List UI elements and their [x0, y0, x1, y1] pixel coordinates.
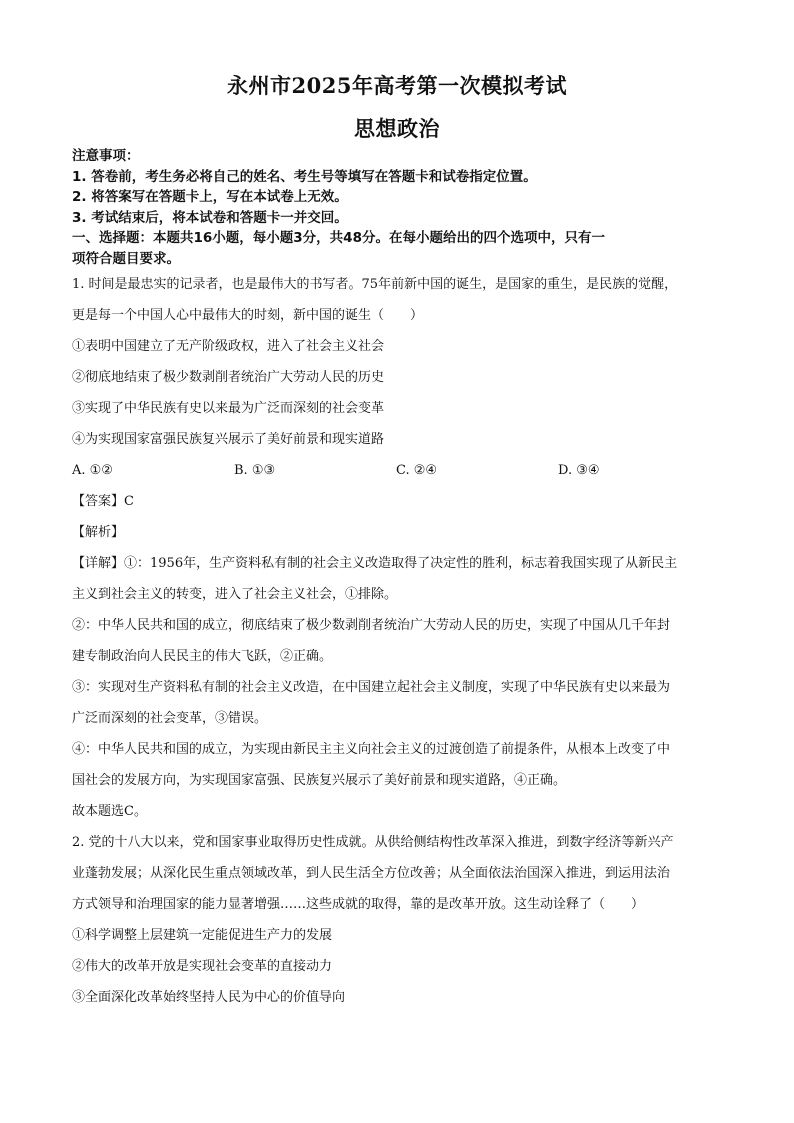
q1-conclusion: 故本题选C。 — [72, 804, 147, 819]
notice-item-2: 2. 将答案写在答题卡上，写在本试卷上无效。 — [72, 189, 348, 205]
q2-stem-line1: 2. 党的十八大以来，党和国家事业取得历史性成就。从供给侧结构性改革深入推进，到数字经济等新兴产 — [72, 835, 674, 850]
notice-heading: 注意事项： — [72, 148, 140, 164]
q1-analysis-tag: 【解析】 — [72, 525, 125, 540]
answer-tag: 【答案】 — [72, 494, 125, 509]
section-instruction-line2: 项符合题目要求。 — [72, 250, 180, 267]
q1-statement-3: ③实现了中华民族有史以来最为广泛而深刻的社会变革 — [72, 401, 385, 416]
q2-statement-2: ②伟大的改革开放是实现社会变革的直接动力 — [72, 959, 333, 974]
q2-statement-1: ①科学调整上层建筑一定能促进生产力的发展 — [72, 928, 333, 943]
notice-block — [72, 146, 732, 269]
q1-detail-3-line1: ③：实现对生产资料私有制的社会主义改造，在中国建立起社会主义制度，实现了中华民族有史以来最为 — [72, 680, 671, 695]
q2-stem-line2: 业蓬勃发展；从深化民生重点领域改革，到人民生活全方位改善；从全面依法治国深入推进，到运用法治 — [72, 866, 671, 881]
q1-detail-1-line2: 主义到社会主义的转变，进入了社会主义社会，①排除。 — [72, 587, 398, 602]
q1-detail-2-line1: ②：中华人民共和国的成立，彻底结束了极少数剥削者统治广大劳动人民的历史，实现了中国从几千年封 — [72, 618, 671, 633]
question-body — [72, 269, 734, 1013]
q1-detail-1-line1: 【详解】①：1956年，生产资料私有制的社会主义改造取得了决定性的胜利，标志着我国实现了从新民主 — [72, 556, 678, 571]
q1-statement-4: ④为实现国家富强民族复兴展示了美好前景和现实道路 — [72, 432, 385, 447]
notice-item-3: 3. 考试结束后，将本试卷和答题卡一并交回。 — [72, 209, 348, 226]
q1-detail-2-line2: 建专制政治向人民民主的伟大飞跃，②正确。 — [72, 649, 333, 664]
q1-option-a: A. ①② — [72, 463, 113, 478]
q1-answer — [72, 486, 734, 517]
q1-stem-line1: 1. 时间是最忠实的记录者，也是最伟大的书写者。75年前新中国的诞生，是国家的重生，是民族的觉醒， — [72, 277, 678, 292]
q1-detail-4-line1: ④：中华人民共和国的成立，为实现由新民主主义向社会主义的过渡创造了前提条件，从根本上改变了中 — [72, 742, 671, 757]
exam-subject: 思想政治 — [354, 116, 440, 141]
exam-title: 永州市2025年高考第一次模拟考试 — [227, 73, 567, 98]
q1-options — [72, 455, 734, 486]
q2-stem-line3: 方式领导和治理国家的能力显著增强……这些成就的取得，靠的是改革开放。这生动诠释了（ ） — [72, 897, 645, 912]
notice-item-1: 1. 答卷前，考生务必将自己的姓名、考生号等填写在答题卡和试卷指定位置。 — [72, 168, 537, 185]
q1-option-b: B. ①③ — [234, 463, 276, 478]
q1-statement-2: ②彻底地结束了极少数剥削者统治广大劳动人民的历史 — [72, 370, 385, 385]
q1-stem-line2: 更是每一个中国人心中最伟大的时刻，新中国的诞生（ ） — [72, 308, 424, 323]
q1-detail-4-line2: 国社会的发展方向，为实现国家富强、民族复兴展示了美好前景和现实道路，④正确。 — [72, 773, 567, 788]
section-instruction-line1: 一、选择题：本题共16小题，每小题3分，共48分。在每小题给出的四个选项中，只有一 — [72, 230, 605, 246]
q2-statement-3: ③全面深化改革始终坚持人民为中心的价值导向 — [72, 990, 346, 1005]
q1-option-d: D. ③④ — [558, 463, 600, 478]
q1-detail-3-line2: 广泛而深刻的社会变革，③错误。 — [72, 711, 268, 726]
q1-statement-1: ①表明中国建立了无产阶级政权，进入了社会主义社会 — [72, 339, 385, 354]
q1-option-c: C. ②④ — [396, 463, 438, 478]
answer-value: C — [124, 494, 134, 509]
